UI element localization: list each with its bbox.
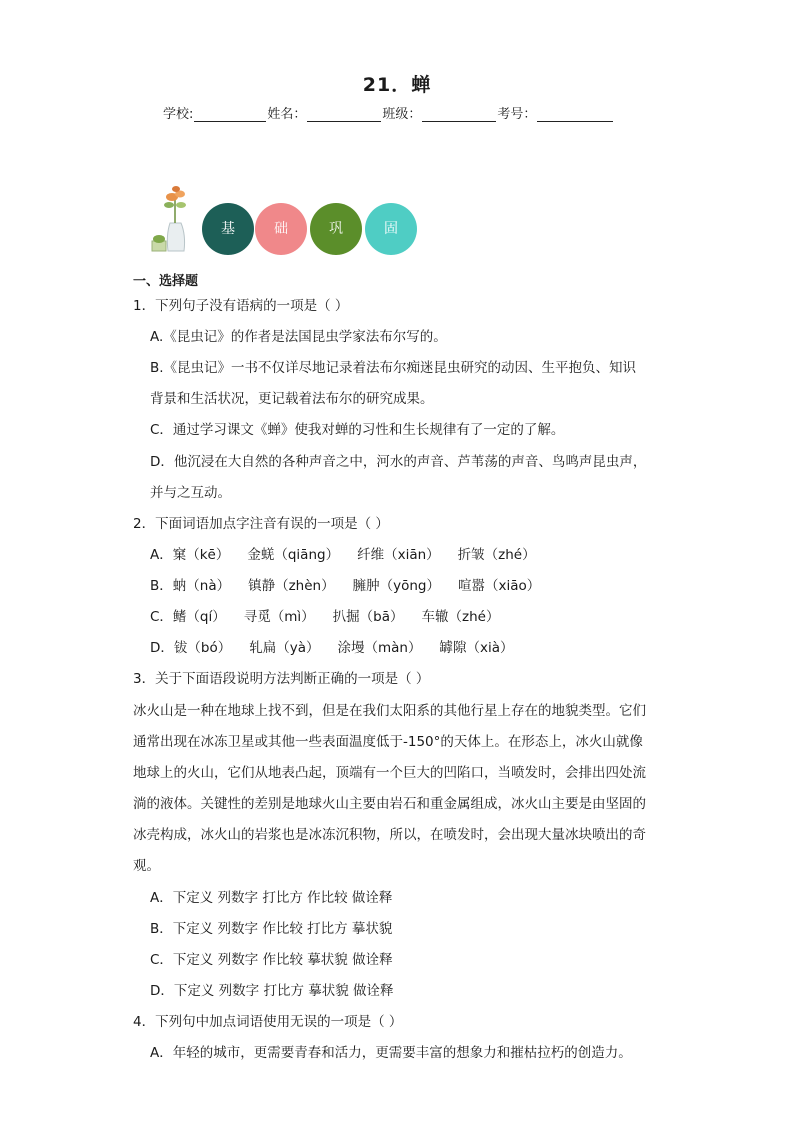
section-banner [148, 185, 428, 255]
banner-circle-1: 基 [202, 203, 254, 255]
class-label: 班级： [382, 107, 422, 122]
q3-option-c[interactable]: C．下定义 列数字 作比较 摹状貌 做诠释 [150, 952, 393, 968]
q2-option-d[interactable]: D．钹（bó） 轧扁（yà） 涂墁（màn） 罅隙（xià） [150, 640, 514, 656]
q3-option-d[interactable]: D．下定义 列数字 打比方 摹状貌 做诠释 [150, 983, 394, 999]
q2-stem: 2．下面词语加点字注音有误的一项是（ ） [133, 516, 389, 532]
banner-circle-2: 础 [255, 203, 307, 255]
q3-paragraph-line: 冰火山是一种在地球上找不到，但是在我们太阳系的其他行星上存在的地貌类型。它们 [133, 703, 646, 719]
banner-circle-4: 固 [365, 203, 417, 255]
potted-plant-icon [148, 185, 198, 255]
q4-stem: 4．下列句中加点词语使用无误的一项是（ ） [133, 1014, 403, 1030]
q4-option-a[interactable]: A．年轻的城市，更需要青春和活力，更需要丰富的想象力和摧枯拉朽的创造力。 [150, 1045, 632, 1061]
q1-stem: 1．下列句子没有语病的一项是（ ） [133, 298, 349, 314]
q1-option-b-line1[interactable]: B.《昆虫记》一书不仅详尽地记录着法布尔痴迷昆虫研究的动因、生平抱负、知识 [150, 360, 637, 376]
q3-stem: 3．关于下面语段说明方法判断正确的一项是（ ） [133, 671, 430, 687]
student-info-line [163, 103, 614, 122]
page-title: 21．蝉 [362, 74, 432, 96]
q1-option-b-line2: 背景和生活状况，更记载着法布尔的研究成果。 [150, 391, 434, 407]
q1-option-d-line2: 并与之互动。 [150, 485, 231, 501]
class-blank[interactable] [422, 107, 496, 122]
exam-no-label: 考号： [497, 107, 537, 122]
q3-paragraph-line: 地球上的火山，它们从地表凸起，顶端有一个巨大的凹陷口，当喷发时，会排出四处流 [133, 765, 646, 781]
q2-option-a[interactable]: A．窠（kē） 金蜣（qiāng） 纤维（xiān） 折皱（zhé） [150, 547, 536, 563]
q3-paragraph-line: 观。 [133, 858, 160, 874]
school-label: 学校: [163, 107, 194, 122]
section-title: 一、选择题 [133, 274, 199, 289]
school-blank[interactable] [194, 107, 266, 122]
q1-option-c[interactable]: C．通过学习课文《蝉》使我对蝉的习性和生长规律有了一定的了解。 [150, 422, 565, 438]
q2-option-c[interactable]: C．鳍（qí） 寻觅（mì） 扒掘（bā） 车辙（zhé） [150, 609, 500, 625]
exam-no-blank[interactable] [537, 107, 613, 122]
q3-option-b[interactable]: B．下定义 列数字 作比较 打比方 摹状貌 [150, 921, 393, 937]
banner-circle-3: 巩 [310, 203, 362, 255]
q1-option-a[interactable]: A.《昆虫记》的作者是法国昆虫学家法布尔写的。 [150, 329, 447, 345]
q3-option-a[interactable]: A．下定义 列数字 打比方 作比较 做诠释 [150, 890, 393, 906]
q3-paragraph-line: 冰壳构成，冰火山的岩浆也是冰冻沉积物，所以，在喷发时，会出现大量冰块喷出的奇 [133, 827, 646, 843]
q2-option-b[interactable]: B．蚋（nà） 镇静（zhèn） 臃肿（yōng） 喧嚣（xiāo） [150, 578, 541, 594]
name-blank[interactable] [307, 107, 381, 122]
name-label: 姓名： [267, 107, 307, 122]
q1-option-d-line1[interactable]: D．他沉浸在大自然的各种声音之中，河水的声音、芦苇荡的声音、鸟鸣声昆虫声， [150, 454, 647, 470]
q3-paragraph-line: 淌的液体。关键性的差别是地球火山主要由岩石和重金属组成，冰火山主要是由坚固的 [133, 796, 646, 812]
q3-paragraph-line: 通常出现在冰冻卫星或其他一些表面温度低于-150°的天体上。在形态上，冰火山就像 [133, 734, 643, 750]
